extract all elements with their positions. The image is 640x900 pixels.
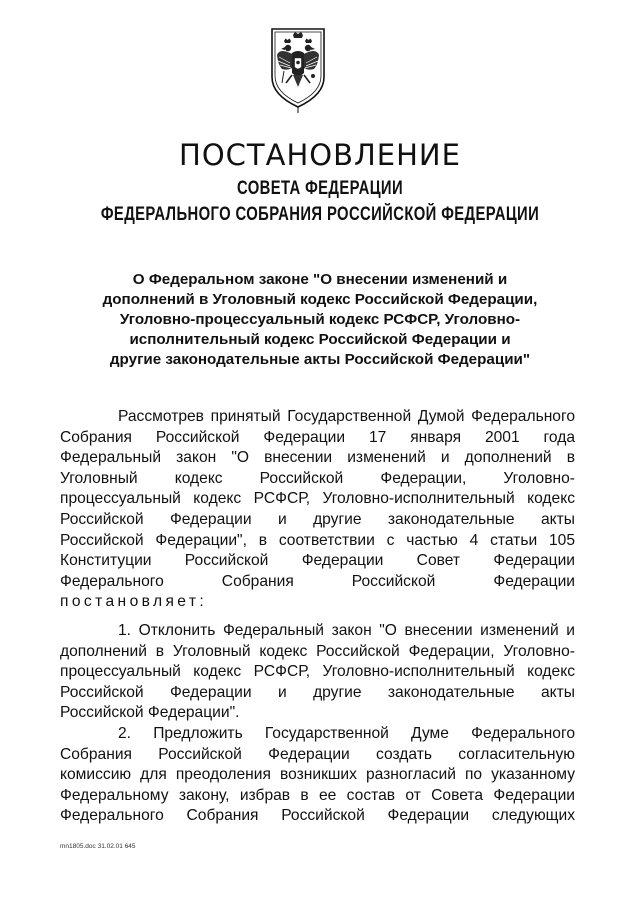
heading-line: исполнительный кодекс Российской Федерации и: [129, 331, 511, 348]
item-1-line: процессуальный кодекс РСФСР, Уголовно-исполнительный кодекс: [60, 663, 575, 681]
document-subject-heading: [72, 270, 568, 370]
body-line: процессуальный кодекс РСФСР, Уголовно-исполнительный кодекс: [60, 490, 575, 508]
issuer-subtitle: СОВЕТА ФЕДЕРАЦИИ: [236, 178, 404, 199]
heading-line: другие законодательные акты Российской Федерации": [109, 351, 531, 368]
item-2-line: Федеральному закону, избрав в ее состав от Совета Федерации: [60, 786, 575, 804]
issuer-subtitle-2: ФЕДЕРАЛЬНОГО СОБРАНИЯ РОССИЙСКОЙ ФЕДЕРАЦИИ: [100, 204, 540, 225]
body-line: Федеральный закон "О внесении изменений и дополнений в: [60, 449, 575, 467]
resolution-items: [60, 621, 575, 827]
item-2-line: Федерального Собрания Российской Федерации следующих: [60, 807, 575, 825]
item-1-line: Российской Федерации и другие законодательные акты: [60, 683, 575, 701]
body-line: Уголовный кодекс Российской Федерации, Уголовно-: [60, 469, 575, 487]
body-line: Конституции Российской Федерации Совет Федерации: [60, 552, 575, 570]
item-1-line: 1. Отклонить Федеральный закон "О внесении изменений и: [118, 622, 575, 639]
body-line: Российской Федерации и другие законодательные акты: [60, 510, 575, 528]
item-1-line: Российской Федерации".: [60, 704, 240, 722]
heading-line: О Федеральном законе "О внесении изменений и: [132, 271, 508, 288]
double-headed-eagle-icon: [266, 25, 330, 113]
file-code-footer: mn1805.doc 31.02.01 645: [60, 843, 136, 850]
heading-line: дополнений в Уголовный кодекс Российской Федерации,: [102, 291, 538, 308]
body-line: Федерального Собрания Российской Федерации: [60, 572, 575, 590]
heading-line: Уголовно-процессуальный кодекс РСФСР, Уголовно-: [119, 311, 521, 328]
coat-of-arms-emblem: [266, 25, 330, 113]
preamble-paragraph: [60, 407, 575, 613]
body-line: Собрания Российской Федерации 17 января 2001 года: [60, 428, 575, 446]
item-1-line: дополнений в Уголовный кодекс Российской Федерации, Уголовно-: [60, 642, 575, 660]
body-line: Рассмотрев принятый Государственной Думой Федерального: [118, 408, 575, 425]
document-title: ПОСТАНОВЛЕНИЕ: [179, 138, 461, 172]
item-2-line: 2. Предложить Государственной Думе Федерального: [118, 724, 575, 742]
item-2-line: Собрания Российской Федерации создать согласительную: [60, 745, 575, 763]
item-2-line: комиссию для преодоления возникших разногласий по указанному: [60, 766, 575, 784]
body-line: Российской Федерации", в соответствии с частью 4 статьи 105: [60, 531, 575, 549]
decree-word: постановляет:: [60, 593, 208, 611]
